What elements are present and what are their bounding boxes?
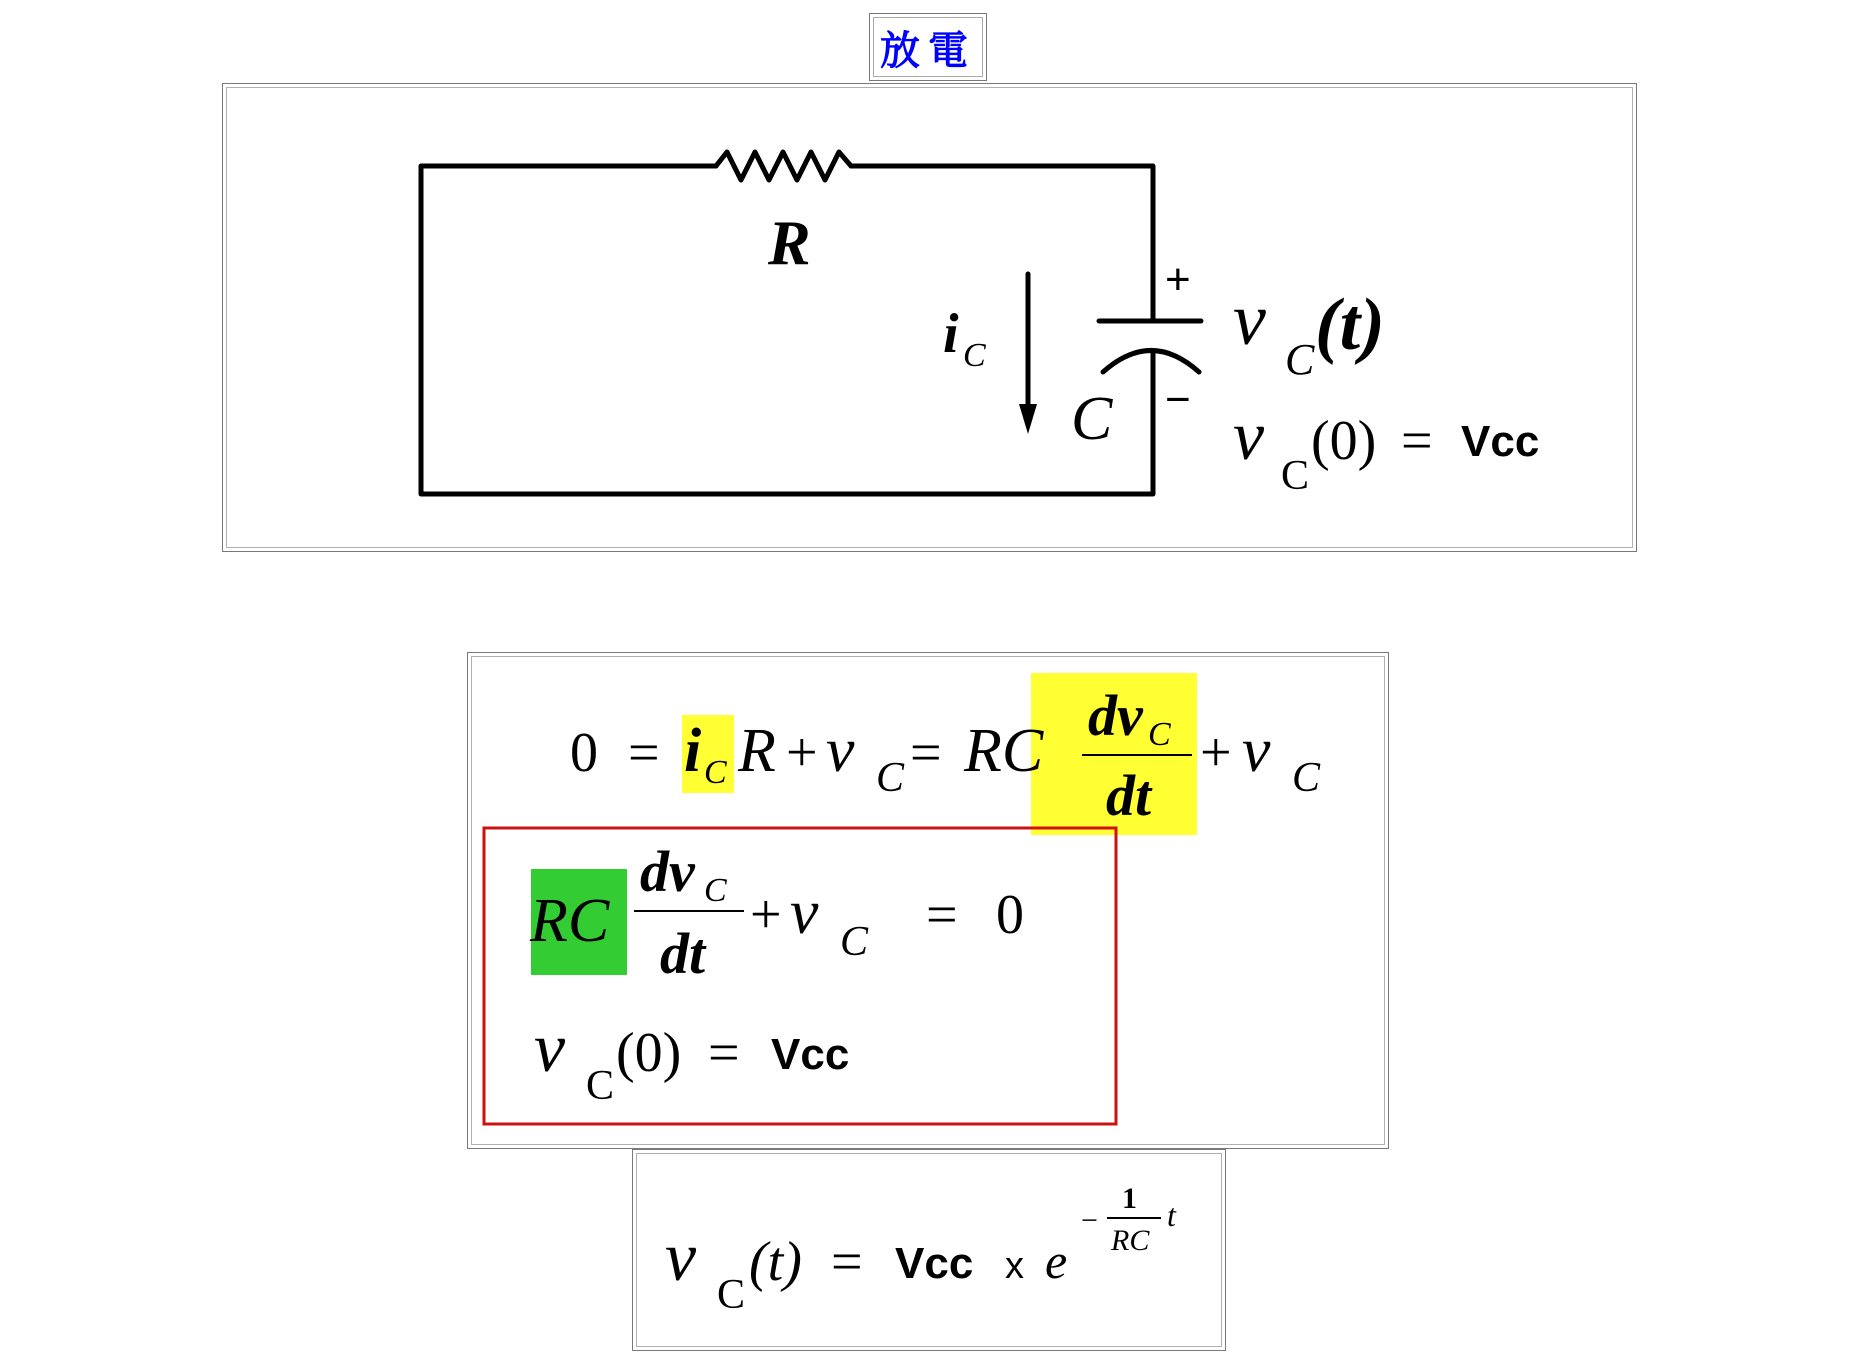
eq1-v2: v xyxy=(1242,714,1271,785)
circuit-diagram xyxy=(223,84,1638,553)
current-arrow-head xyxy=(1019,404,1037,434)
eq1-v2-sub: C xyxy=(1292,755,1321,801)
resistor-label: R xyxy=(768,207,811,278)
sol-times: x xyxy=(1005,1245,1024,1287)
eq1-RC: RC xyxy=(964,717,1044,785)
eq2-rhs: 0 xyxy=(996,884,1024,946)
eq2-v: v xyxy=(790,876,819,947)
title-inner xyxy=(873,17,983,77)
voltage-label-sub: C xyxy=(1285,335,1315,384)
wire-top-right xyxy=(851,166,1153,321)
eq2-v-sub: C xyxy=(840,919,869,965)
wire-top-left xyxy=(421,166,716,494)
initial-label-sub: C xyxy=(1281,453,1310,499)
title-box xyxy=(869,13,987,81)
voltage-label-v: v xyxy=(1233,279,1266,361)
eq2-plus: + xyxy=(750,884,782,946)
eq2-frac-num: dv xyxy=(640,839,695,904)
current-label-sub: C xyxy=(963,337,986,374)
eq1-plus1: + xyxy=(786,722,818,784)
eq3-v-sub: C xyxy=(586,1063,615,1109)
plus-sign: + xyxy=(1165,255,1191,304)
sol-vcc: Vcc xyxy=(895,1239,974,1288)
resistor-symbol xyxy=(716,152,851,180)
initial-label-eq: = xyxy=(1401,410,1433,472)
solution-drawing xyxy=(633,1150,1227,1352)
sol-exp-t: t xyxy=(1167,1197,1176,1233)
eq1-R: R xyxy=(738,717,776,785)
eq2-RC: RC xyxy=(530,887,610,955)
sol-v-sub: C xyxy=(717,1272,746,1318)
eq3-eq: = xyxy=(708,1022,740,1084)
eq1-v: v xyxy=(826,714,855,785)
eq1-i-sub: C xyxy=(704,754,727,791)
initial-label-value: Vcc xyxy=(1461,417,1540,466)
eq1-frac-den: dt xyxy=(1106,763,1152,828)
initial-label-arg: (0) xyxy=(1311,410,1377,472)
eq1-lhs: 0 xyxy=(570,722,598,784)
eq2-eq: = xyxy=(926,884,958,946)
sol-exp-den: RC xyxy=(1111,1224,1150,1257)
equations-panel xyxy=(467,652,1389,1149)
sol-e: e xyxy=(1045,1233,1068,1289)
eq1-plus2: + xyxy=(1200,722,1232,784)
eq3-value: Vcc xyxy=(771,1030,850,1079)
eq1-frac-num: dv xyxy=(1088,683,1143,748)
eq1-eq2: = xyxy=(910,722,942,784)
solution-panel xyxy=(632,1149,1226,1351)
circuit-panel xyxy=(222,83,1637,552)
eq1-v-sub: C xyxy=(876,755,905,801)
eq2-frac-den: dt xyxy=(660,921,706,986)
sol-eq: = xyxy=(831,1231,863,1293)
eq3-arg: (0) xyxy=(616,1022,682,1084)
minus-sign: − xyxy=(1165,375,1191,424)
voltage-label-arg: (t) xyxy=(1315,284,1385,366)
capacitor-label: C xyxy=(1071,385,1113,453)
page-title: 放電 xyxy=(880,26,976,74)
current-label-i: i xyxy=(943,303,959,365)
eq2-frac-num-sub: C xyxy=(704,872,727,909)
sol-arg: (t) xyxy=(749,1231,802,1293)
sol-exp-minus: − xyxy=(1081,1204,1098,1237)
eq1-frac-num-sub: C xyxy=(1148,716,1171,753)
initial-label-v: v xyxy=(1233,398,1265,475)
sol-exp-num: 1 xyxy=(1122,1182,1137,1215)
sol-v: v xyxy=(665,1219,697,1296)
eq1-i: i xyxy=(684,717,702,785)
eq1-eq1: = xyxy=(628,722,660,784)
equations-drawing xyxy=(468,653,1390,1150)
eq3-v: v xyxy=(534,1010,566,1087)
